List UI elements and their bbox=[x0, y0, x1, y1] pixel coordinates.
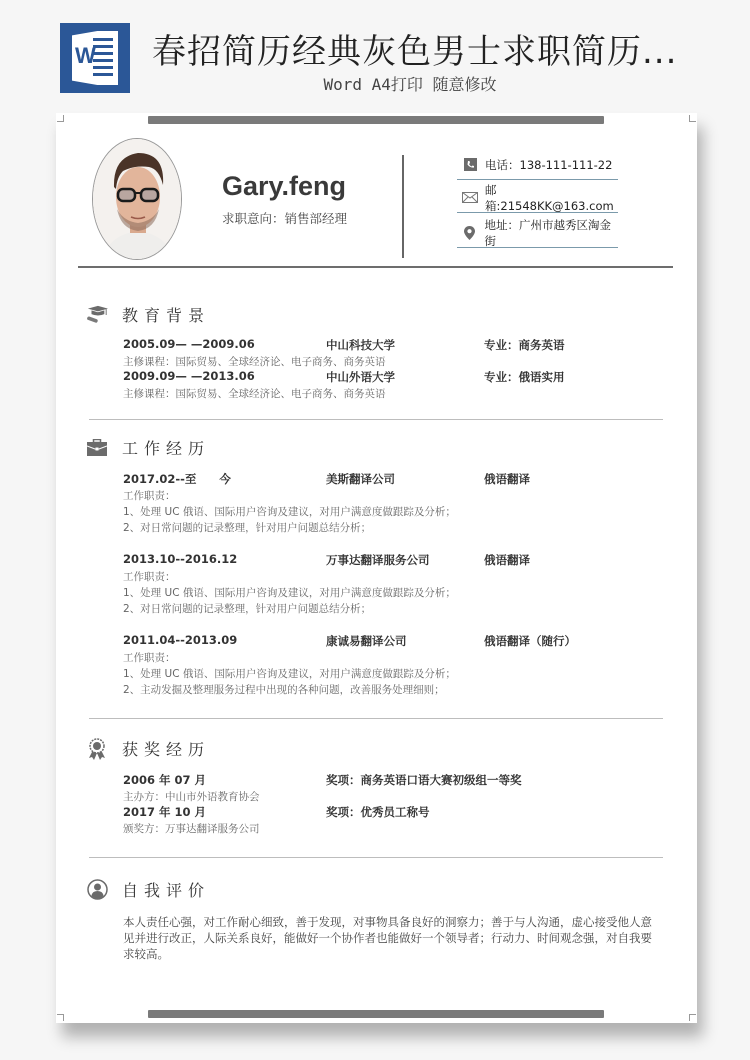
section-work-header: 工作经历 bbox=[86, 436, 210, 459]
contact-address: 地址：广州市越秀区淘金街 bbox=[457, 218, 618, 248]
user-circle-icon bbox=[86, 879, 108, 901]
work-entry-duty-label: 工作职责： bbox=[123, 490, 176, 502]
education-entry-major: 专业：商务英语 bbox=[484, 338, 565, 352]
phone-icon bbox=[462, 158, 478, 172]
contact-phone: 电话：138-111-111-22 bbox=[457, 150, 618, 180]
resume-page bbox=[56, 113, 697, 1023]
section-divider bbox=[89, 419, 663, 420]
work-entry-role: 俄语翻译 bbox=[484, 553, 530, 567]
work-entry-duty: 1、处理 UC 俄语、国际用户咨询及建议，对用户满意度做跟踪及分析； bbox=[123, 587, 456, 599]
page-top-bar bbox=[148, 116, 604, 124]
work-entry-company: 康诚易翻译公司 bbox=[326, 634, 407, 648]
document-subtitle: Word A4打印 随意修改 bbox=[323, 75, 497, 94]
candidate-name: Gary.feng bbox=[222, 171, 347, 201]
margin-corner-mark bbox=[689, 115, 696, 122]
education-entry-school: 中山科技大学 bbox=[326, 338, 395, 352]
work-entry-period: 2011.04--2013.09 bbox=[123, 633, 238, 647]
award-ribbon-icon bbox=[86, 738, 108, 760]
work-entry-role: 俄语翻译（随行） bbox=[484, 634, 576, 648]
self-evaluation-text: 本人责任心强，对工作耐心细致，善于发现，对事物具备良好的洞察力；善于与人沟通，虚心接受他人意见并进行改正，人际关系良好，能做好一个协作者也能做好一个领导者；行动力、时间观念强，对自我要求较高。 bbox=[123, 915, 652, 961]
avatar bbox=[92, 138, 182, 260]
template-banner bbox=[0, 0, 750, 100]
work-entry-duty: 2、对日常问题的记录整理，针对用户问题总结分析； bbox=[123, 522, 372, 534]
section-education-header: 教育背景 bbox=[86, 303, 210, 326]
work-entry-period: 2013.10--2016.12 bbox=[123, 552, 238, 566]
award-entry-org: 颁奖方：万事达翻译服务公司 bbox=[123, 823, 260, 835]
education-entry-school: 中山外语大学 bbox=[326, 370, 395, 384]
work-entry-company: 万事达翻译服务公司 bbox=[326, 553, 430, 567]
word-icon: W bbox=[60, 23, 130, 93]
margin-corner-mark bbox=[57, 1014, 64, 1021]
award-entry-name: 奖项：优秀员工称号 bbox=[326, 805, 430, 819]
graduation-cap-icon bbox=[86, 304, 108, 326]
work-entry-role: 俄语翻译 bbox=[484, 472, 530, 486]
work-entry-company: 美斯翻译公司 bbox=[326, 472, 395, 486]
work-entry-duty-label: 工作职责： bbox=[123, 571, 176, 583]
work-entry-duty: 2、主动发掘及整理服务过程中出现的各种问题，改善服务处理细则； bbox=[123, 684, 445, 696]
contact-email: 邮箱:21548KK@163.com bbox=[457, 183, 618, 213]
document-title: 春招简历经典灰色男士求职简历... bbox=[152, 32, 678, 72]
award-entry-date: 2006 年 07 月 bbox=[123, 773, 207, 787]
job-intent: 求职意向：销售部经理 bbox=[222, 211, 348, 226]
section-awards-header: 获奖经历 bbox=[86, 737, 210, 760]
section-divider bbox=[89, 857, 663, 858]
award-entry-name: 奖项：商务英语口语大赛初级组一等奖 bbox=[326, 773, 522, 787]
briefcase-icon bbox=[86, 437, 108, 459]
work-entry-period: 2017.02--至 今 bbox=[123, 472, 231, 486]
education-entry-courses: 主修课程：国际贸易、全球经济论、电子商务、商务英语 bbox=[123, 388, 386, 400]
work-entry-duty: 1、处理 UC 俄语、国际用户咨询及建议，对用户满意度做跟踪及分析； bbox=[123, 668, 456, 680]
work-entry-duty-label: 工作职责： bbox=[123, 652, 176, 664]
section-divider bbox=[89, 718, 663, 719]
award-entry-org: 主办方：中山市外语教育协会 bbox=[123, 791, 260, 803]
header-divider bbox=[78, 266, 673, 268]
margin-corner-mark bbox=[689, 1014, 696, 1021]
location-icon bbox=[462, 226, 477, 240]
header-vertical-divider bbox=[402, 155, 404, 258]
mail-icon bbox=[462, 191, 478, 205]
page-bottom-bar bbox=[148, 1010, 604, 1018]
work-entry-duty: 2、对日常问题的记录整理，针对用户问题总结分析； bbox=[123, 603, 372, 615]
education-entry-period: 2005.09— —2009.06 bbox=[123, 337, 255, 351]
education-entry-major: 专业：俄语实用 bbox=[484, 370, 565, 384]
education-entry-courses: 主修课程：国际贸易、全球经济论、电子商务、商务英语 bbox=[123, 356, 386, 368]
award-entry-date: 2017 年 10 月 bbox=[123, 805, 207, 819]
education-entry-period: 2009.09— —2013.06 bbox=[123, 369, 255, 383]
margin-corner-mark bbox=[57, 115, 64, 122]
section-self-eval-header: 自我评价 bbox=[86, 878, 210, 901]
work-entry-duty: 1、处理 UC 俄语、国际用户咨询及建议，对用户满意度做跟踪及分析； bbox=[123, 506, 456, 518]
